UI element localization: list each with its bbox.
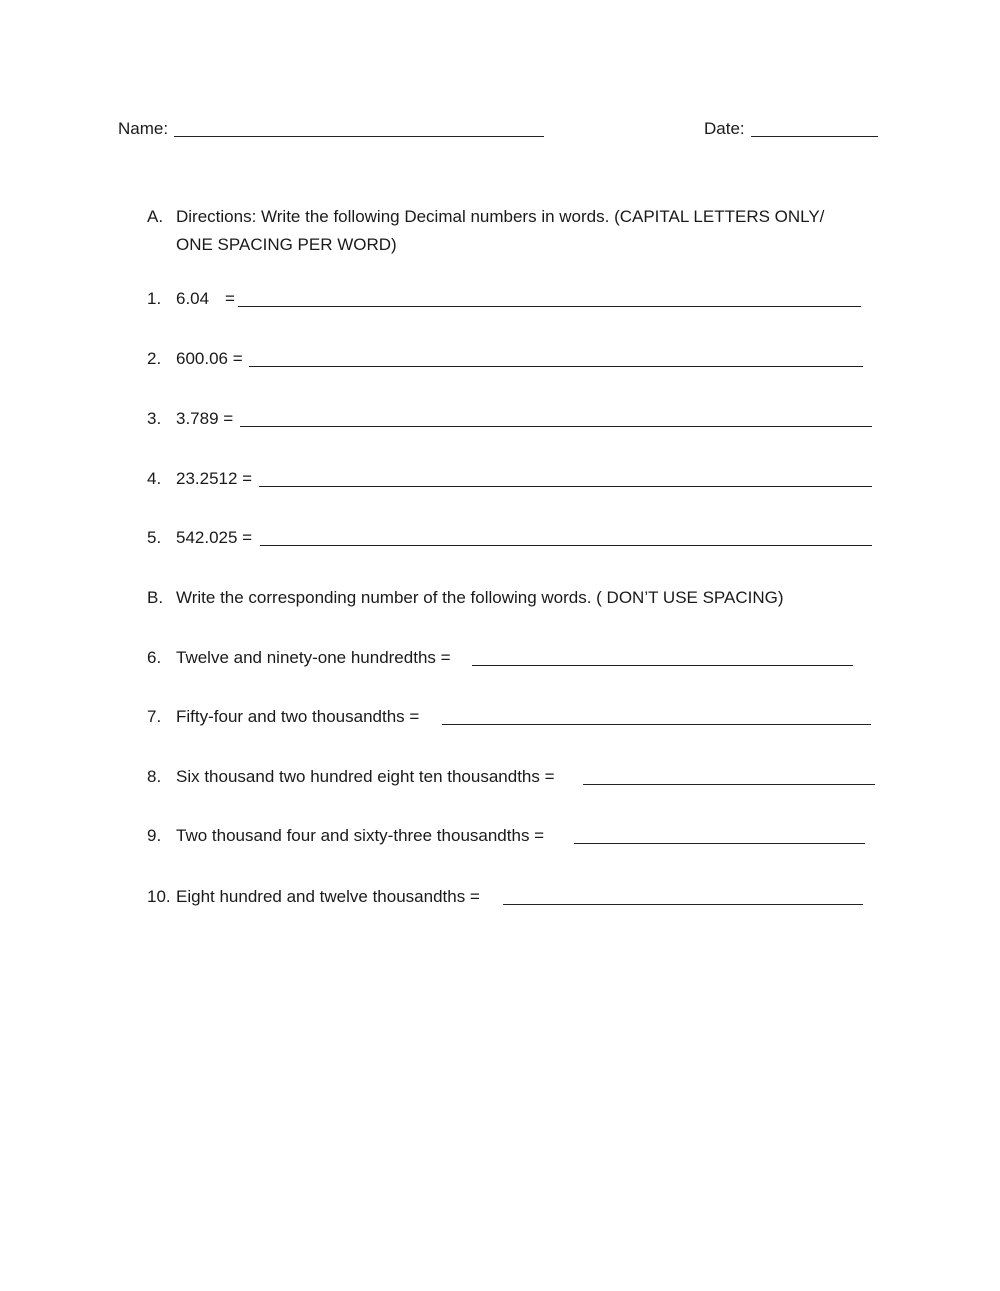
question-7-answer-field[interactable] xyxy=(442,724,871,725)
question-5-answer-field[interactable] xyxy=(260,545,872,546)
section-a-letter: A. xyxy=(147,207,164,226)
question-10-number: 10. xyxy=(147,887,171,906)
question-4-number: 4. xyxy=(147,469,162,488)
date-field[interactable] xyxy=(751,136,878,137)
section-a-directions-line2: ONE SPACING PER WORD) xyxy=(176,235,397,254)
question-1-equals: = xyxy=(225,289,235,308)
question-7-number: 7. xyxy=(147,707,162,726)
question-4-prompt: 23.2512 = xyxy=(176,469,253,488)
question-3-prompt: 3.789 = xyxy=(176,409,234,428)
question-7-prompt: Fifty-four and two thousandths = xyxy=(176,707,420,726)
question-2-prompt: 600.06 = xyxy=(176,349,243,368)
question-1-prompt: 6.04 xyxy=(176,289,210,308)
question-2-answer-field[interactable] xyxy=(249,366,863,367)
question-9-number: 9. xyxy=(147,826,162,845)
question-3-number: 3. xyxy=(147,409,162,428)
question-10-answer-field[interactable] xyxy=(503,904,863,905)
section-a-directions-line1: Directions: Write the following Decimal numbers in words. (CAPITAL LETTERS ONLY/ xyxy=(176,207,825,226)
question-8-prompt: Six thousand two hundred eight ten thousandths = xyxy=(176,767,555,786)
question-9-answer-field[interactable] xyxy=(574,843,865,844)
question-10-prompt: Eight hundred and twelve thousandths = xyxy=(176,887,480,906)
question-8-answer-field[interactable] xyxy=(583,784,875,785)
question-5-prompt: 542.025 = xyxy=(176,528,253,547)
name-label: Name: xyxy=(118,119,169,138)
question-2-number: 2. xyxy=(147,349,162,368)
question-6-prompt: Twelve and ninety-one hundredths = xyxy=(176,648,451,667)
question-3-answer-field[interactable] xyxy=(240,426,872,427)
question-8-number: 8. xyxy=(147,767,162,786)
question-9-prompt: Two thousand four and sixty-three thousandths = xyxy=(176,826,545,845)
question-1-number: 1. xyxy=(147,289,162,308)
question-4-answer-field[interactable] xyxy=(259,486,872,487)
section-b-letter: B. xyxy=(147,588,164,607)
name-field[interactable] xyxy=(174,136,544,137)
question-6-answer-field[interactable] xyxy=(472,665,853,666)
section-b-directions: Write the corresponding number of the following words. ( DON’T USE SPACING) xyxy=(176,588,784,607)
question-5-number: 5. xyxy=(147,528,162,547)
question-1-answer-field[interactable] xyxy=(238,306,861,307)
question-6-number: 6. xyxy=(147,648,162,667)
date-label: Date: xyxy=(704,119,745,138)
